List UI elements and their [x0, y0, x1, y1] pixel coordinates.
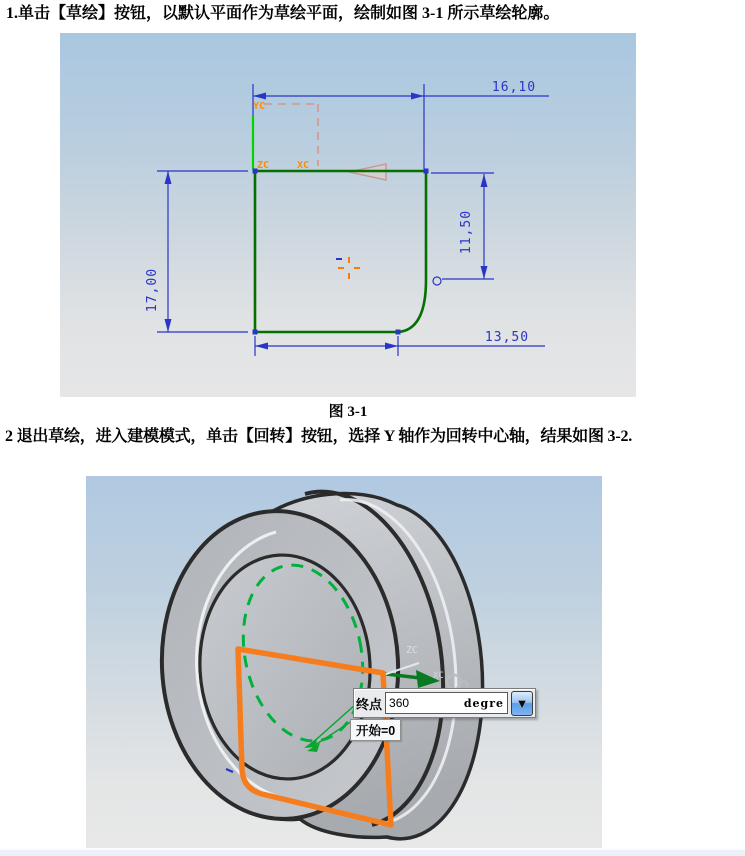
paragraph-step2: 2 退出草绘，进入建模模式，单击【回转】按钮，选择 Y 轴作为回转中心轴，结果如图 3-2. — [5, 428, 633, 445]
paragraph-step1: 1.单击【草绘】按钮，以默认平面作为草绘平面，绘制如图 3-1 所示草绘轮廓。 — [6, 5, 560, 22]
dimension-value: 16,10 — [491, 80, 537, 95]
vertex-circle-marker — [433, 277, 441, 285]
arrowhead — [385, 343, 398, 350]
vertex-dot — [396, 330, 401, 335]
figure-3-1-caption: 图 3-1 — [328, 404, 368, 420]
vertex-dot — [253, 330, 258, 335]
axis-label-yc: YC — [253, 101, 266, 112]
axis-label-zc: ZC — [406, 645, 419, 656]
dimension-value: 13,50 — [484, 330, 530, 345]
sketch-vertices — [253, 169, 429, 335]
end-angle-input[interactable] — [385, 692, 508, 714]
axis-label-xc: XC — [297, 160, 310, 171]
axis-label-zc: ZC — [257, 160, 270, 171]
figure-3-1-sketch-panel — [60, 33, 636, 397]
angle-unit-label: degre — [463, 696, 504, 710]
arrowhead — [481, 174, 488, 187]
arrowhead — [165, 319, 172, 332]
start-angle-badge: 开始=0 — [350, 719, 401, 741]
end-angle-dialog — [353, 688, 536, 718]
unit-dropdown-button[interactable] — [511, 691, 533, 716]
model-canvas — [86, 476, 602, 848]
dimension-top — [253, 80, 549, 169]
end-angle-label: 终点 — [356, 696, 383, 712]
arrowhead — [481, 266, 488, 279]
chevron-down-icon: ▼ — [515, 695, 529, 711]
datum-dashed-axis — [264, 104, 318, 166]
dimension-value: 11,50 — [459, 209, 474, 255]
dimension-value: 17,00 — [145, 267, 160, 313]
origin-orange-cross — [338, 257, 360, 279]
origin-marker — [336, 257, 360, 279]
figure-3-2-model-panel — [86, 476, 602, 848]
arrowhead — [255, 343, 268, 350]
sketch-canvas — [60, 33, 636, 397]
arrowhead — [411, 93, 424, 100]
vertex-dot — [424, 169, 429, 174]
axis-label-xc: XC — [433, 671, 444, 681]
arrowhead — [253, 93, 266, 100]
sketch-profile-outline — [255, 171, 426, 332]
arrowhead — [165, 171, 172, 184]
end-angle-value: 360 — [389, 696, 410, 710]
page-bottom-strip — [0, 848, 745, 856]
dimension-left — [145, 171, 248, 332]
datum-frame — [264, 104, 386, 180]
dimension-right — [431, 173, 494, 285]
